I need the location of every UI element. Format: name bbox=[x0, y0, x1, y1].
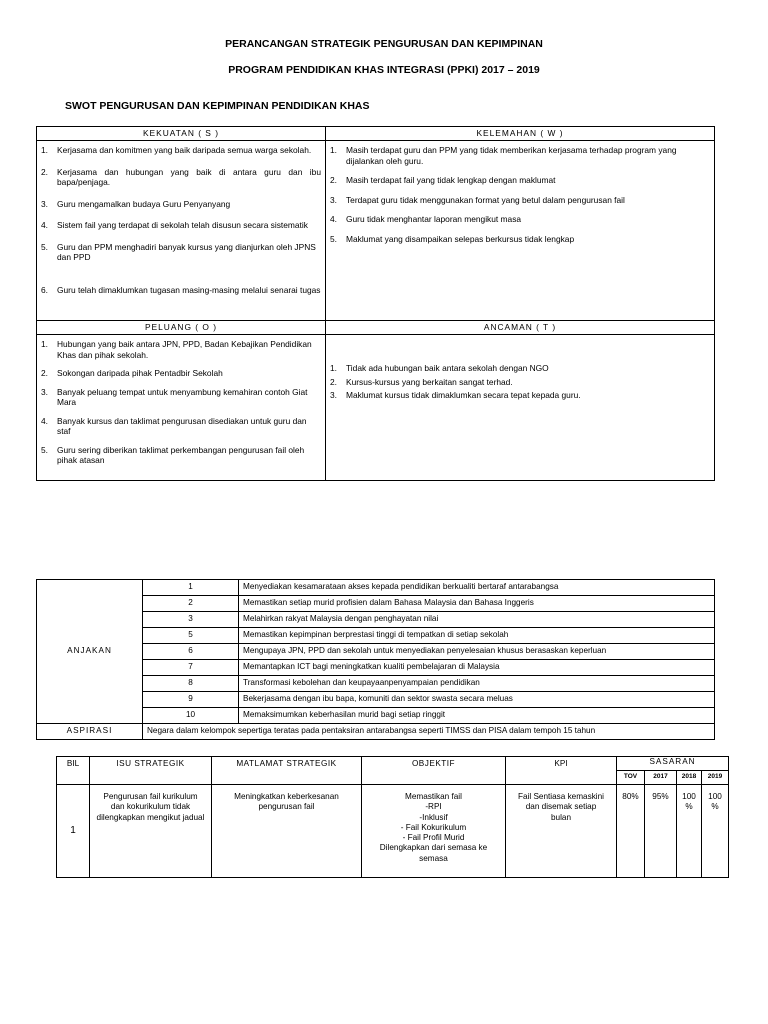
tov-cell: 80% bbox=[617, 785, 645, 878]
kpi-cell: Fail Sentiasa kemaskini dan disemak setiap bulan bbox=[506, 785, 617, 878]
anjakan-text: Memaksimumkan keberhasilan murid bagi setiap ringgit bbox=[239, 708, 715, 724]
document-title-line2: PROGRAM PENDIDIKAN KHAS INTEGRASI (PPKI) 2017 – 2019 bbox=[228, 64, 540, 76]
list-item: 4. Sistem fail yang terdapat di sekolah telah disusun secara sistematik bbox=[41, 220, 308, 230]
bil-header: BIL bbox=[57, 757, 90, 785]
bil-cell: 1 bbox=[57, 785, 90, 878]
objektif-line: Dilengkapkan dari semasa ke semasa bbox=[379, 843, 488, 863]
anjakan-text: Menyediakan kesamarataan akses kepada pendidikan berkualiti bertaraf antarabangsa bbox=[239, 580, 715, 596]
anjakan-number: 7 bbox=[143, 660, 239, 676]
list-item: 3. Banyak peluang tempat untuk menyambung kemahiran contoh Giat Mara bbox=[41, 386, 308, 407]
anjakan-number: 10 bbox=[143, 708, 239, 724]
isu-cell: Pengurusan fail kurikulum dan kokurikulum tidak dilengkapkan mengikut jadual bbox=[90, 785, 212, 878]
objektif-line: Memastikan fail bbox=[405, 792, 462, 801]
anjakan-text: Melahirkan rakyat Malaysia dengan penghayatan nilai bbox=[239, 612, 715, 628]
anjakan-text: Bekerjasama dengan ibu bapa, komuniti dan sektor swasta secara meluas bbox=[239, 692, 715, 708]
anjakan-text: Memastikan kepimpinan berprestasi tinggi di tempatkan di setiap sekolah bbox=[239, 628, 715, 644]
objektif-line: -RPI bbox=[425, 802, 442, 812]
list-item: 5. Guru sering diberikan taklimat perkembangan pengurusan fail oleh pihak atasan bbox=[41, 444, 305, 465]
peluang-list bbox=[41, 339, 321, 466]
document-title-line1: PERANCANGAN STRATEGIK PENGURUSAN DAN KEPIMPINAN bbox=[225, 38, 543, 50]
anjakan-label: ANJAKAN bbox=[37, 580, 143, 724]
list-item: 2. Kursus-kursus yang berkaitan sangat terhad. bbox=[330, 376, 513, 387]
matlamat-header: MATLAMAT STRATEGIK bbox=[212, 757, 362, 785]
matlamat-cell: Meningkatkan keberkesanan pengurusan fail bbox=[212, 785, 362, 878]
ancaman-list bbox=[330, 363, 710, 401]
year-2017-cell: 95% bbox=[645, 785, 677, 878]
year-2018-header: 2018 bbox=[677, 771, 702, 785]
anjakan-number: 6 bbox=[143, 644, 239, 660]
objektif-cell bbox=[362, 785, 506, 878]
kekuatan-header: KEKUATAN ( S ) bbox=[37, 127, 326, 141]
objektif-line: - Fail Kokurikulum bbox=[400, 822, 467, 832]
table-row bbox=[37, 724, 715, 740]
year-2018-cell: 100 % bbox=[677, 785, 702, 878]
list-item: 1. Hubungan yang baik antara JPN, PPD, Badan Kebajikan Pendidikan Khas dan pihak sekolah. bbox=[41, 339, 312, 360]
kelemahan-header: KELEMAHAN ( W ) bbox=[326, 127, 715, 141]
aspirasi-label: ASPIRASI bbox=[37, 724, 143, 740]
list-item: 3. Guru mengamalkan budaya Guru Penyanyang bbox=[41, 198, 231, 209]
year-2017-header: 2017 bbox=[645, 771, 677, 785]
anjakan-text: Memantapkan ICT bagi meningkatkan kualiti pembelajaran di Malaysia bbox=[239, 660, 715, 676]
anjakan-number: 8 bbox=[143, 676, 239, 692]
list-item: 3. Maklumat kursus tidak dimaklumkan secara tepat kepada guru. bbox=[330, 390, 581, 400]
list-item: 5. Guru dan PPM menghadiri banyak kursus yang dianjurkan oleh JPNS dan PPD bbox=[41, 241, 316, 262]
objektif-line: -Inklusif bbox=[419, 812, 448, 822]
year-2019-header: 2019 bbox=[702, 771, 729, 785]
anjakan-number: 2 bbox=[143, 596, 239, 612]
anjakan-number: 1 bbox=[143, 580, 239, 596]
table-row bbox=[57, 785, 729, 878]
anjakan-text: Mengupaya JPN, PPD dan sekolah untuk menyediakan penyelesaian khusus berasaskan keperluan bbox=[239, 644, 715, 660]
swot-table bbox=[36, 126, 715, 481]
list-item: 3. Terdapat guru tidak menggunakan format yang betul dalam pengurusan fail bbox=[330, 194, 625, 205]
aspirasi-text: Negara dalam kelompok sepertiga teratas pada pentaksiran antarabangsa seperti TIMSS dan PISA dalam tempoh 15 tahun bbox=[143, 724, 715, 740]
objektif-header: OBJEKTIF bbox=[362, 757, 506, 785]
kekuatan-list bbox=[41, 145, 321, 295]
anjakan-table bbox=[36, 579, 715, 740]
list-item: 2. Kerjasama dan hubungan yang baik di antara guru dan ibu bapa/penjaga. bbox=[41, 166, 321, 187]
anjakan-number: 9 bbox=[143, 692, 239, 708]
anjakan-text: Memastikan setiap murid profisien dalam Bahasa Malaysia dan Bahasa Inggeris bbox=[239, 596, 715, 612]
sasaran-header: SASARAN bbox=[617, 757, 729, 771]
strategi-table bbox=[56, 756, 729, 878]
anjakan-number: 3 bbox=[143, 612, 239, 628]
list-item: 2. Masih terdapat fail yang tidak lengkap dengan maklumat bbox=[330, 175, 556, 185]
table-row bbox=[37, 580, 715, 596]
isu-header: ISU STRATEGIK bbox=[90, 757, 212, 785]
list-item: 4. Banyak kursus dan taklimat pengurusan disediakan untuk guru dan staf bbox=[41, 415, 307, 436]
list-item: 4. Guru tidak menghantar laporan mengikut masa bbox=[330, 214, 522, 224]
kelemahan-cell bbox=[326, 141, 715, 321]
ancaman-cell bbox=[326, 335, 715, 481]
kekuatan-cell bbox=[37, 141, 326, 321]
list-item: 1. Kerjasama dan komitmen yang baik daripada semua warga sekolah. bbox=[41, 145, 312, 155]
year-2019-cell: 100 % bbox=[702, 785, 729, 878]
peluang-header: PELUANG ( O ) bbox=[37, 321, 326, 335]
list-item: 1. Masih terdapat guru dan PPM yang tidak memberikan kerjasama terhadap program yang dijalankan oleh guru. bbox=[330, 145, 677, 166]
anjakan-text: Transformasi kebolehan dan keupayaanpenyampaian pendidikan bbox=[239, 676, 715, 692]
list-item: 2. Sokongan daripada pihak Pentadbir Sekolah bbox=[41, 368, 223, 378]
ancaman-header: ANCAMAN ( T ) bbox=[326, 321, 715, 335]
table-row bbox=[57, 757, 729, 771]
anjakan-number: 5 bbox=[143, 628, 239, 644]
kpi-header: KPI bbox=[506, 757, 617, 785]
kelemahan-list bbox=[330, 145, 710, 244]
swot-heading: SWOT PENGURUSAN DAN KEPIMPINAN PENDIDIKAN KHAS bbox=[65, 100, 370, 112]
list-item: 1. Tidak ada hubungan baik antara sekolah dengan NGO bbox=[330, 363, 549, 373]
peluang-cell bbox=[37, 335, 326, 481]
list-item: 5. Maklumat yang disampaikan selepas berkursus tidak lengkap bbox=[330, 233, 575, 244]
tov-header: TOV bbox=[617, 771, 645, 785]
objektif-line: - Fail Profil Murid bbox=[402, 833, 465, 842]
list-item: 6. Guru telah dimaklumkan tugasan masing-masing melalui senarai tugas bbox=[41, 284, 321, 295]
